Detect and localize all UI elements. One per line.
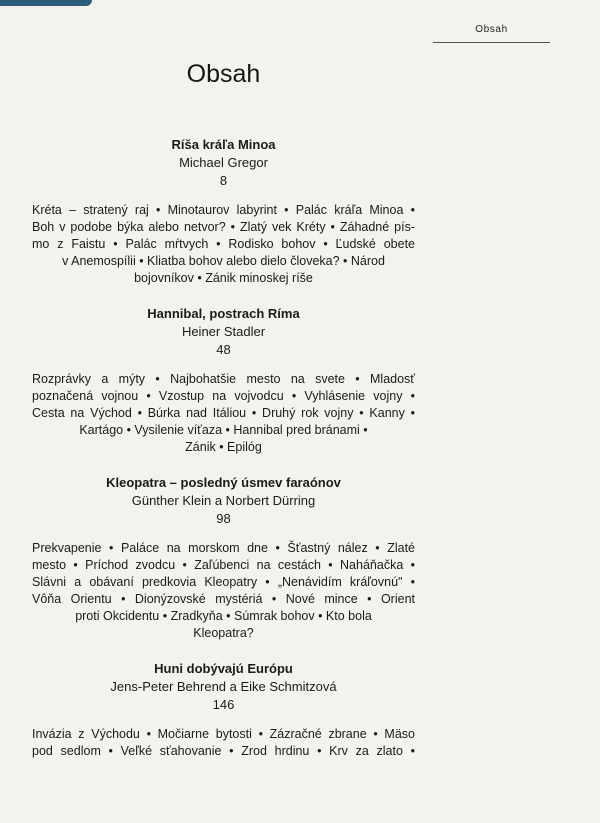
toc-entry-page-number: 8	[219, 173, 228, 188]
toc-entry-description	[32, 726, 415, 760]
description-line: Vôňa Orientu • Dionýzovské mystériá • Nové mince • Orient	[32, 592, 415, 606]
description-line: Prekvapenie • Paláce na morskom dne • Šťastný nález • Zlaté	[32, 541, 415, 555]
description-line: pod sedlom • Veľké sťahovanie • Zrod hrdinu • Krv za zlato •	[32, 744, 415, 758]
description-line: Boh v podobe býka alebo netvor? • Zlatý vek Kréty • Záhadné pís-	[32, 220, 415, 234]
toc-entry-title: Huni dobývajú Európu	[154, 661, 293, 676]
description-line: Invázia z Východu • Močiarne bytosti • Zázračné zbrane • Mäso	[32, 727, 415, 741]
description-line: mo z Faistu • Palác mŕtvych • Rodisko bohov • Ľudské obete	[32, 237, 415, 251]
description-line: mesto • Príchod zvodcu • Zaľúbenci na cestách • Naháňačka •	[32, 558, 415, 572]
description-line: Kleopatra?	[193, 626, 254, 640]
toc-entry-author: Michael Gregor	[179, 155, 268, 170]
description-line: Kréta – stratený raj • Minotaurov labyrint • Palác kráľa Minoa •	[32, 203, 415, 217]
toc-entry-description	[32, 540, 415, 642]
toc-entry-page-number: 48	[216, 342, 231, 357]
toc-entry-huni	[32, 660, 415, 760]
description-line: proti Okcidentu • Zradkyňa • Súmrak bohov • Kto bola	[75, 609, 372, 623]
description-line: bojovníkov • Zánik minoskej ríše	[134, 271, 313, 285]
description-line: Slávni a obávaní predkovia Kleopatry • „Nenávidím kráľovnú" •	[32, 575, 415, 589]
toc-entry-author: Günther Klein a Norbert Dürring	[131, 493, 316, 508]
toc-entry-title: Kleopatra – posledný úsmev faraónov	[106, 475, 341, 490]
toc-entry-description	[32, 202, 415, 287]
toc-entry-author: Heiner Stadler	[181, 324, 266, 339]
corner-color-mark	[0, 0, 92, 6]
page-title: Obsah	[186, 60, 261, 88]
toc-entry-page-number: 146	[212, 697, 235, 712]
table-of-contents	[32, 136, 415, 760]
toc-entry-author: Jens-Peter Behrend a Eike Schmitzová	[110, 679, 337, 694]
toc-entry-minos	[32, 136, 415, 287]
description-line: poznačená vojnou • Vzostup na vojvodcu • Vyhlásenie vojny •	[32, 389, 415, 403]
toc-entry-description	[32, 371, 415, 456]
toc-entry-title: Ríša kráľa Minoa	[171, 137, 276, 152]
toc-entry-kleopatra	[32, 474, 415, 642]
running-head: Obsah	[433, 24, 550, 43]
description-line: Cesta na Východ • Búrka nad Itáliou • Druhý rok vojny • Kanny •	[32, 406, 415, 420]
description-line: v Anemospílii • Kliatba bohov alebo dielo človeka? • Národ	[62, 254, 385, 268]
description-line: Zánik • Epilóg	[185, 440, 262, 454]
toc-entry-hannibal	[32, 305, 415, 456]
description-line: Kartágo • Vysilenie víťaza • Hannibal pred bránami •	[79, 423, 368, 437]
toc-entry-page-number: 98	[216, 511, 231, 526]
description-line: Rozprávky a mýty • Najbohatšie mesto na svete • Mladosť	[32, 372, 415, 386]
toc-entry-title: Hannibal, postrach Ríma	[147, 306, 300, 321]
